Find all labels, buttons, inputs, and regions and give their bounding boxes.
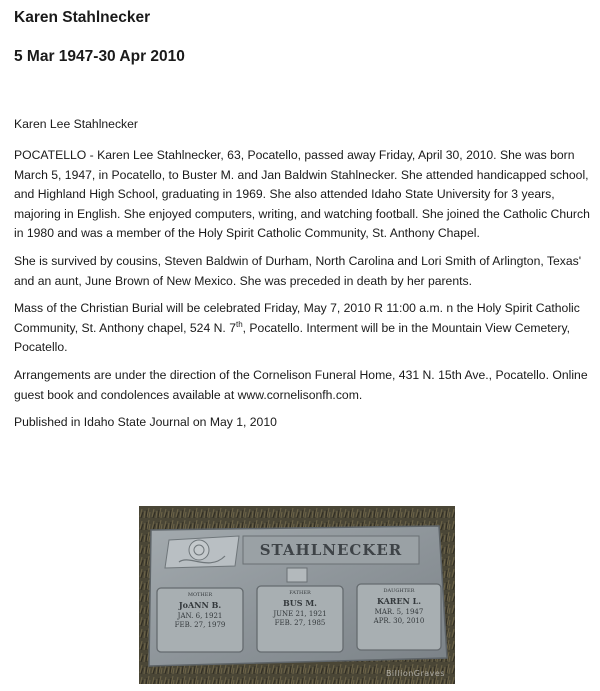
panel-name: KAREN L. [376, 596, 422, 606]
panel-role: MOTHER [187, 592, 213, 598]
obituary-paragraph-published: Published in Idaho State Journal on May 1, 2010 [14, 415, 277, 430]
page-title: Karen Stahlnecker [14, 9, 151, 26]
panel-born: JUNE 21, 1921 [273, 610, 327, 618]
panel-died: FEB. 27, 1985 [274, 619, 326, 627]
panel-born: JAN. 6, 1921 [177, 612, 223, 620]
obituary-paragraph-bio: POCATELLO - Karen Lee Stahlnecker, 63, Pocatello, passed away Friday, April 30, 2010. She was born March 5, 1947, in Pocatello, to Buster M. and Jan Baldwin Stahlnecker. She attended handicapped school, and Highland High School, graduating in 1969. She also attended Idaho State University for 3 years, majoring in English. She enjoyed computers, writing, and watching football. She joined the Catholic Church in 1980 and was a member of the Holy Spirit Catholic Community, St. Anthony Chapel. [14, 148, 590, 241]
watermark-text: BillionGraves [385, 669, 445, 678]
services-text-start: Mass of the Christian Burial will be celebrated Friday, May 7, 2010 R 11:00 a.m. n the Holy Spirit Catholic Community, St. Anthony chapel, 524 N. 7 [14, 301, 580, 335]
ordinal-suffix: th [235, 319, 243, 329]
headstone-panel-mother [157, 592, 243, 629]
panel-role: FATHER [289, 590, 311, 596]
headstone-photo [139, 506, 455, 684]
headstone-panel-father [257, 590, 343, 627]
panel-role: DAUGHTER [383, 588, 415, 594]
obituary-page [14, 8, 590, 433]
life-dates: 5 Mar 1947-30 Apr 2010 [14, 48, 185, 65]
full-name: Karen Lee Stahlnecker [14, 117, 138, 131]
services-text-end: , Pocatello. Interment will be in the Mountain View Cemetery, Pocatello. [14, 320, 571, 355]
panel-name: BUS M. [283, 598, 317, 608]
panel-died: APR. 30, 2010 [373, 617, 425, 625]
panel-died: FEB. 27, 1979 [174, 621, 226, 629]
obituary-paragraph-survivors: She is survived by cousins, Steven Baldwin of Durham, North Carolina and Lori Smith of Arlington, Texas' and an aunt, June Brown of New Mexico. She was preceded in death by her parents. [14, 253, 582, 288]
panel-name: JoANN B. [178, 600, 222, 610]
panel-born: MAR. 5, 1947 [374, 608, 424, 616]
headstone-surname: STAHLNECKER [259, 541, 403, 559]
headstone-panel-daughter [357, 588, 441, 625]
obituary-paragraph-services [14, 299, 590, 358]
obituary-paragraph-arrangements: Arrangements are under the direction of the Cornelison Funeral Home, 431 N. 15th Ave., Pocatello. Online guest book and condolences available at www.cornelisonfh.com. [14, 367, 588, 402]
